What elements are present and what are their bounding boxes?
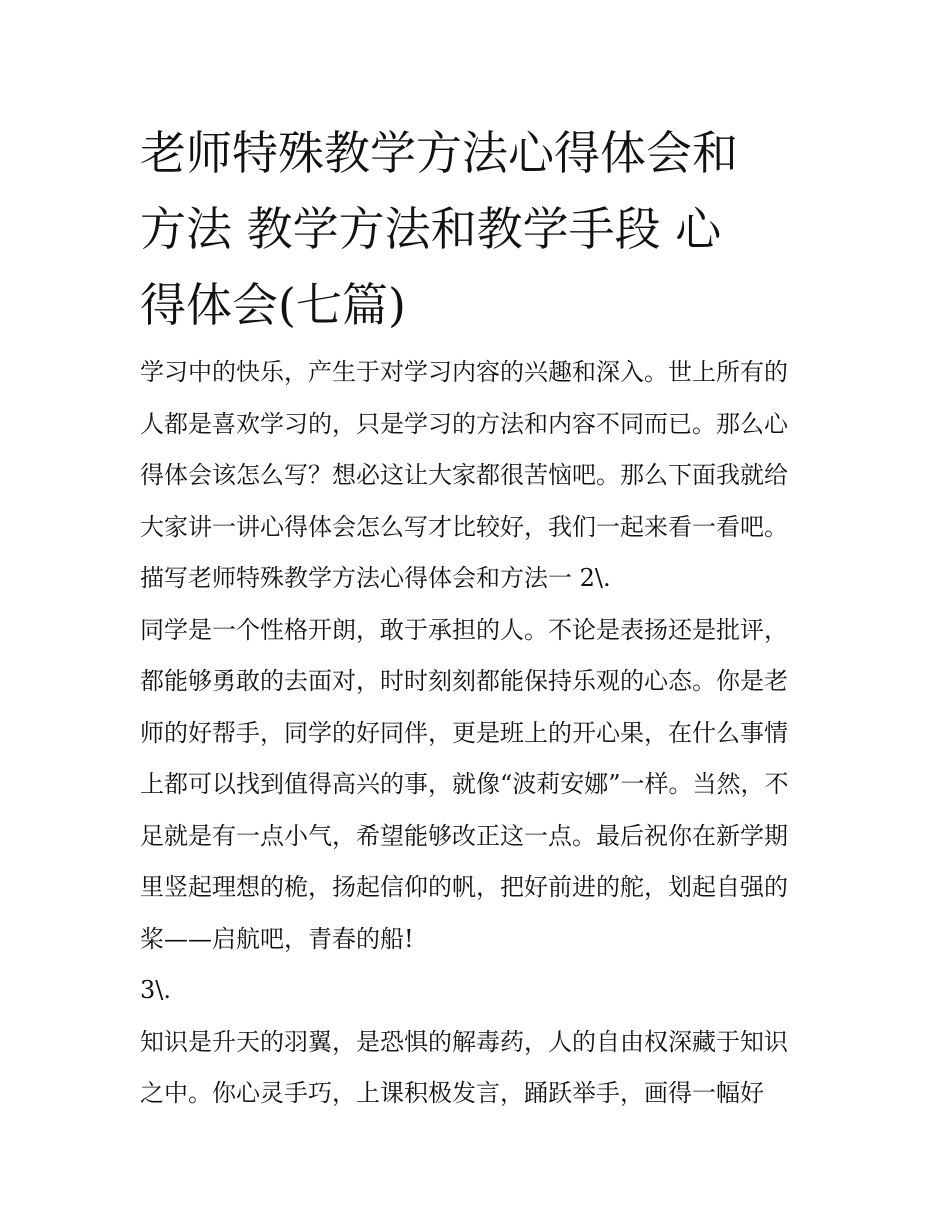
body-line: 大家讲一讲心得体会怎么写才比较好，我们一起来看一看吧。: [140, 512, 788, 541]
body-line: 上都可以找到值得高兴的事，就像“波莉安娜”一样。当然，不: [140, 770, 789, 798]
document-body: [140, 347, 820, 1120]
document-page: [140, 115, 820, 1120]
body-line: 同学是一个性格开朗，敢于承担的人。不论是表扬还是批评，: [140, 615, 788, 644]
document-title: [140, 115, 820, 343]
body-line: 学习中的快乐，产生于对学习内容的兴趣和深入。世上所有的: [140, 358, 788, 386]
body-line: 师的好帮手，同学的好同伴，更是班上的开心果，在什么事情: [140, 718, 788, 747]
body-line: 3\.: [140, 976, 171, 1004]
title-line: 老师特殊教学方法心得体会和: [140, 126, 738, 180]
body-line: 之中。你心灵手巧，上课积极发言，踊跃举手，画得一幅好: [140, 1079, 764, 1107]
body-line: 描写老师特殊教学方法心得体会和方法一 2\.: [140, 564, 611, 592]
body-line: 得体会该怎么写？想必这让大家都很苦恼吧。那么下面我就给: [140, 461, 788, 489]
body-line: 人都是喜欢学习的，只是学习的方法和内容不同而已。那么心: [140, 409, 788, 438]
title-line: 得体会(七篇): [140, 278, 406, 332]
body-line: 桨——启航吧，青春的船!: [140, 924, 414, 953]
title-line: 方法 教学方法和教学手段 心: [140, 202, 722, 256]
body-line: 知识是升天的羽翼，是恐惧的解毒药，人的自由权深藏于知识: [140, 1027, 788, 1056]
body-line: 足就是有一点小气，希望能够改正这一点。最后祝你在新学期: [140, 821, 788, 850]
body-line: 都能够勇敢的去面对，时时刻刻都能保持乐观的心态。你是老: [140, 667, 788, 695]
body-line: 里竖起理想的桅，扬起信仰的帆，把好前进的舵，划起自强的: [140, 873, 788, 901]
